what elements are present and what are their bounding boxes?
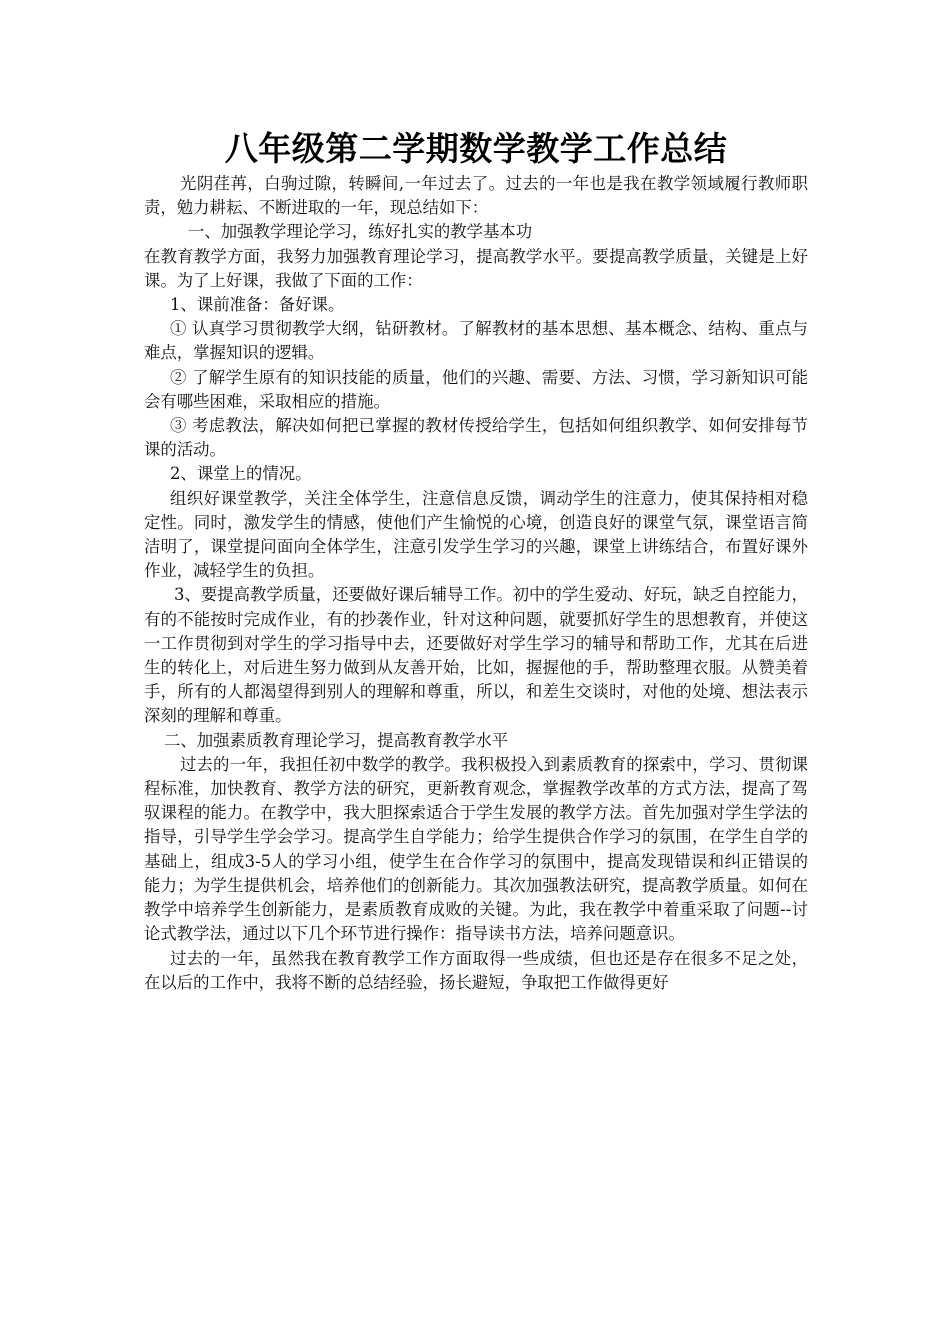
list-item-2: ② 了解学生原有的知识技能的质量，他们的兴趣、需要、方法、习惯，学习新知识可能会有哪些困难，采取相应的措施。 — [144, 367, 808, 411]
subheading-2: 2、课堂上的情况。 — [170, 464, 312, 484]
subheading-1: 1、课前准备：备好课。 — [170, 295, 345, 315]
list-item-3: ③ 考虑教法，解决如何把已掌握的教材传授给学生，包括如何组织教学、如何安排每节课的活动。 — [144, 416, 808, 460]
document-title: 八年级第二学期数学教学工作总结 — [224, 129, 728, 168]
section-heading-1: 一、加强教学理论学习，练好扎实的教学基本功 — [188, 222, 533, 242]
intro-paragraph: 光阴荏苒，白驹过隙，转瞬间,一年过去了。过去的一年也是我在教学领域履行教师职责，勉力耕耘、不断进取的一年，现总结如下： — [144, 174, 808, 218]
body-paragraph: 3、要提高教学质量，还要做好课后辅导工作。初中的学生爱动、好玩，缺乏自控能力，有的不能按时完成作业，有的抄袭作业，针对这种问题，就要抓好学生的思想教育，并使这一工作贯彻到对学生的学习指导中去，还要做好对学生学习的辅导和帮助工作，尤其在后进生的转化上，对后进生努力做到从友善开始，比如，握握他的手，帮助整理衣服。从赞美着手，所有的人都渴望得到别人的理解和尊重，所以，和差生交谈时，对他的处境、想法表示深刻的理解和尊重。 — [144, 585, 808, 726]
list-item-1: ① 认真学习贯彻教学大纲，钻研教材。了解教材的基本思想、基本概念、结构、重点与难点，掌握知识的逻辑。 — [144, 319, 808, 363]
closing-paragraph: 过去的一年，虽然我在教育教学工作方面取得一些成绩，但也还是存在很多不足之处，在以后的工作中，我将不断的总结经验，扬长避短，争取把工作做得更好 — [144, 948, 808, 992]
document-page — [144, 126, 808, 995]
body-paragraph: 过去的一年，我担任初中数学的教学。我积极投入到素质教育的探索中，学习、贯彻课程标准，加快教育、教学方法的研究，更新教育观念，掌握教学改革的方式方法，提高了驾驭课程的能力。在教学中，我大胆探索适合于学生发展的教学方法。首先加强对学生学法的指导，引导学生学会学习。提高学生自学能力；给学生提供合作学习的氛围，在学生自学的基础上，组成3-5人的学习小组，使学生在合作学习的氛围中，提高发现错误和纠正错误的能力；为学生提供机会，培养他们的创新能力。其次加强教法研究，提高教学质量。如何在教学中培养学生创新能力，是素质教育成败的关键。为此，我在教学中着重采取了问题--讨论式教学法，通过以下几个环节进行操作：指导读书方法，培养问题意识。 — [144, 754, 808, 944]
body-paragraph: 组织好课堂教学，关注全体学生，注意信息反馈，调动学生的注意力，使其保持相对稳定性。同时，激发学生的情感，使他们产生愉悦的心境，创造良好的课堂气氛，课堂语言简洁明了，课堂提问面向全体学生，注意引发学生学习的兴趣，课堂上讲练结合，布置好课外作业，减轻学生的负担。 — [144, 488, 808, 581]
section-heading-2: 二、加强素质教育理论学习，提高教育教学水平 — [164, 730, 509, 750]
body-paragraph: 在教育教学方面，我努力加强教育理论学习，提高教学水平。要提高教学质量，关键是上好课。为了上好课，我做了下面的工作： — [144, 246, 808, 290]
